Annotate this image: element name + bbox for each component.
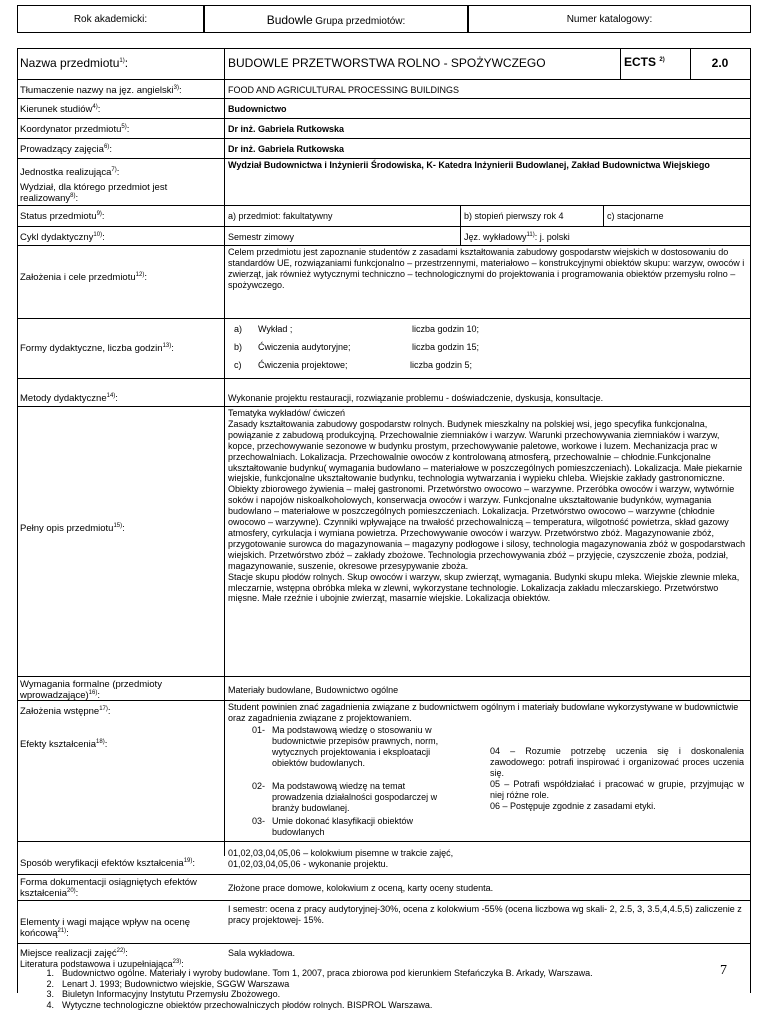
full-description-value: Tematyka wykładów/ ćwiczeń Zasady kształtowania zabudowy gospodarstw rolnych. Budynek mieszkalny na polskiej wsi, jego specyfika funkcjonalna, powiązanie z zabudową produkcyjną. Przechowalnie ziemniaków i warzyw. Warunki przechowywania ziemniaków i warzyw, kopce, przechowywanie sezonowe w budynku prostym, przechowywanie paletowe, workowe i luzem. Mechanizacja prac w przechowalniach. Lokalizacja. Przechowalnie owoców z kontrolowaną atmosferą, przechowalnie – chłodnie.Funkcjonalne ukształtowanie budynku( wymagania budowlano – materiałowe w poszczególnych pomieszczeniach). Lokalizacja. Małe piekarnie wiejskie, funkcjonalne ukształtowanie budynku, technologia wytwarzania i wypieku chleba. Wiejskie zakłady gastronomiczne. Obiekty zbiorowego żywienia – małej gastronomi. Przetwórstwo owocowo – warzywne. Przeróbka owoców i warzyw, wytwórnie soków i napojów niskoalkoholowych, konserwacja owoców i warzyw. Funkcjonalne ukształtowanie budynków, wymagania budowlano – materiałowe w poszczególnych pomieszczeniach. Lokalizacja. Przetwórstwo owocowo – warzywne (chłodnie owocowo – warzywne). Czynniki wpływające na trwałość przechowalniczą – temperatura, wilgotność powietrza, skład gazowy atmosfery, cyrkulacja i wymiana powietrza. Przechowywanie owoców i warzyw. Przetwórstwo zbóż. Magazynowanie zbóż, przygotowanie surowca do magazynowania – magazyny podłogowe i silosy, technologia magazynowania zbóż w gospodarstwach wiejskich. Przetwórstwo zbóż – zakłady zbożowe. Technologia przechowywania zbóż – przyjęcie, czyszczenie zboża, podział, magazynowanie, suszenie, okresowe przesypywanie zboża. Stacje skupu płodów rolnych. Skup owoców i warzyw, skup zwierząt, wymagania. Budynki skupu mleka. Wiejskie zlewnie mleka, mleczarnie, wstępna obróbka mleka w zlewni, wykorzystane technologie. Lokalizacja zakładu mleczarskiego. Przetwórstwo mięsne. Małe rzeźnie i ubojnie zwierząt, masarnie wiejskie. Lokalizacja obiektów. — [228, 408, 746, 604]
grupa-label: Grupa przedmiotów: — [315, 16, 405, 27]
prerequisites-label: Założenia wstępne$^{17)}$: — [20, 706, 220, 717]
outcome-01: 01- Ma podstawową wiedzę o stosowaniu w budownictwie przepisów prawnych, norm, wytycznych projektowania i eksploatacji obiektów budowlanych. — [252, 725, 488, 769]
outcomes-right — [490, 746, 744, 812]
outcome-03: 03- Umie dokonać klasyfikacji obiektów budowlanych — [252, 816, 488, 838]
documentation-value: Złożone prace domowe, kolokwium z oceną, karty oceny studenta. — [228, 883, 746, 894]
location-label: Miejsce realizacji zajęć$^{22)}$: — [20, 948, 220, 959]
course-name-label: Nazwa przedmiotu$^{1)}$: — [20, 56, 220, 70]
coordinator-label: Koordynator przedmiotu$^{5)}$: — [20, 124, 220, 135]
requirements-label: Wymagania formalne (przedmioty wprowadzające)$^{16)}$: — [20, 679, 220, 701]
form-a-name: Wykład ; — [258, 324, 292, 334]
field-of-study-label: Kierunek studiów$^{4)}$: — [20, 104, 220, 115]
english-name-label: Tłumaczenie nazwy na jęz. angielski$^{3)}$: — [20, 85, 220, 96]
literature-item: 3. Biuletyn Informacyjny Instytutu Przemysłu Zbożowego. — [20, 989, 720, 1000]
goals-value: Celem przedmiotu jest zapoznanie studentów z zasadami kształtowania zabudowy gospodarstw wiejskich w dostosowaniu do standardów UE, rozwiązaniami funkcjonalno – przestrzennymi, materiałowo – konstrukcyjnymi obiektów skupu: warzyw, owoców i zwierząt, jak również wytycznymi techniczno – technologicznymi do projektowania i programowania obiektów przemysłu rolno – spożywczego. — [228, 247, 746, 291]
location-value: Sala wykładowa. — [228, 948, 746, 959]
form-a-letter: a) — [234, 324, 242, 334]
form-c-letter: c) — [234, 360, 242, 370]
methods-label: Metody dydaktyczne$^{14)}$: — [20, 393, 220, 404]
prerequisites-value: Student powinien znać zagadnienia związane z budownictwem ogólnym i materiały budowlane wykorzystywane w budownictwie oraz zagadnienia związane z projektowaniem. — [228, 702, 746, 724]
form-b-name: Ćwiczenia audytoryjne; — [258, 342, 351, 352]
faculty-label: Wydział, dla którego przedmiot jest realizowany$^{8)}$: — [20, 182, 220, 204]
english-name-value: FOOD AND AGRICULTURAL PROCESSING BUILDINGS — [228, 85, 746, 96]
teacher-label: Prowadzący zajęcia$^{6)}$: — [20, 144, 220, 155]
literature-item: 2. Lenart J. 1993; Budownictwo wiejskie, SGGW Warszawa — [20, 979, 720, 990]
literature-item: 4. Wytyczne technologiczne obiektów przechowalniczych płodów rolnych. BISPROL Warszawa. — [20, 1000, 720, 1010]
unit-value: Wydział Budownictwa i Inżynierii Środowiska, K- Katedra Inżynierii Budowlanej, Zakład Budownictwa Wiejskiego — [228, 160, 746, 171]
page-number: 7 — [720, 963, 727, 979]
label-column-divider — [224, 48, 225, 856]
requirements-value: Materiały budowlane, Budownictwo ogólne — [228, 685, 746, 696]
verification-line-2: 01,02,03,04,05,06 - wykonanie projektu. — [228, 859, 388, 869]
literature-list — [20, 968, 720, 1010]
status-a: a) przedmiot: fakultatywny — [228, 211, 333, 221]
documentation-label: Forma dokumentacji osiągniętych efektów kształcenia$^{20)}$: — [20, 877, 220, 899]
verification-line-1: 01,02,03,04,05,06 – kolokwium pisemne w trakcie zajęć, — [228, 848, 453, 858]
form-b-letter: b) — [234, 342, 242, 352]
verification-label: Sposób weryfikacji efektów kształcenia$^{19)}$: — [20, 858, 225, 869]
outcome-02: 02- Ma podstawową wiedzę na temat prowadzenia działalności gospodarczej w branży budowlanej. — [252, 781, 488, 814]
grading-label: Elementy i wagi mające wpływ na ocenę końcową$^{21)}$: — [20, 917, 210, 939]
forms-label: Formy dydaktyczne, liczba godzin$^{13)}$: — [20, 343, 220, 354]
ects-label: ECTS $^{2)}$ — [624, 55, 665, 69]
grading-value: I semestr: ocena z pracy audytoryjnej-30%, ocena z kolokwium -55% (ocena liczbowa wg skali- 2, 2.5, 3, 3.5,4,4.5,5) zaliczenie z pracy projektowej- 15%. — [228, 904, 746, 926]
outcome-06: 06 – Postępuje zgodnie z zasadami etyki. — [490, 801, 744, 812]
form-a-hours: liczba godzin 10; — [412, 324, 479, 334]
status-b: b) stopień pierwszy rok 4 — [464, 211, 564, 221]
header-rok-box — [17, 5, 204, 33]
form-c-hours: liczba godzin 5; — [410, 360, 472, 370]
outcomes-label: Efekty kształcenia$^{18)}$: — [20, 739, 220, 750]
form-b-hours: liczba godzin 15; — [412, 342, 479, 352]
field-of-study-value: Budownictwo — [228, 104, 746, 115]
cycle-label: Cykl dydaktyczny$^{10)}$: — [20, 232, 220, 243]
outcome-05: 05 – Potrafi współdziałać i pracować w grupie, przyjmując w niej różne role. — [490, 779, 744, 801]
rok-label: Rok akademicki: — [18, 14, 203, 25]
outcome-04: 04 – Rozumie potrzebę uczenia się i doskonalenia zawodowego: potrafi inspirować i organizować proces uczenia się. — [490, 746, 744, 779]
status-label: Status przedmiotu$^{9)}$: — [20, 211, 220, 222]
coordinator-value: Dr inż. Gabriela Rutkowska — [228, 124, 746, 135]
form-c-name: Ćwiczenia projektowe; — [258, 360, 348, 370]
header-numer-box — [468, 5, 751, 33]
methods-value: Wykonanie projektu restauracji, rozwiązanie problemu - doświadczenie, dyskusja, konsultacje. — [228, 393, 746, 404]
numer-label: Numer katalogowy: — [469, 14, 750, 25]
header-grupa-box — [204, 5, 468, 33]
ects-value: 2.0 — [690, 56, 750, 70]
status-c: c) stacjonarne — [607, 211, 664, 221]
goals-label: Założenia i cele przedmiotu$^{12)}$: — [20, 272, 220, 283]
unit-label: Jednostka realizująca$^{7)}$: — [20, 167, 220, 178]
cycle-value: Semestr zimowy — [228, 232, 294, 242]
course-name-value: BUDOWLE PRZETWORSTWA ROLNO - SPOŻYWCZEGO — [228, 56, 546, 70]
language-value: Jęz. wykładowy$^{11)}$: j. polski — [464, 232, 570, 242]
full-description-label: Pełny opis przedmiotu$^{15)}$: — [20, 523, 220, 534]
literature-item: 1. Budownictwo ogólne. Materiały i wyroby budowlane. Tom 1, 2007, praca zbiorowa pod kierunkiem Stefańczyka B. Arkady, Warszawa. — [20, 968, 720, 979]
teacher-value: Dr inż. Gabriela Rutkowska — [228, 144, 746, 155]
literature-label: Literatura podstawowa i uzupełniająca$^{23)}$: — [20, 959, 184, 969]
grupa-value: Budowle — [267, 13, 313, 27]
